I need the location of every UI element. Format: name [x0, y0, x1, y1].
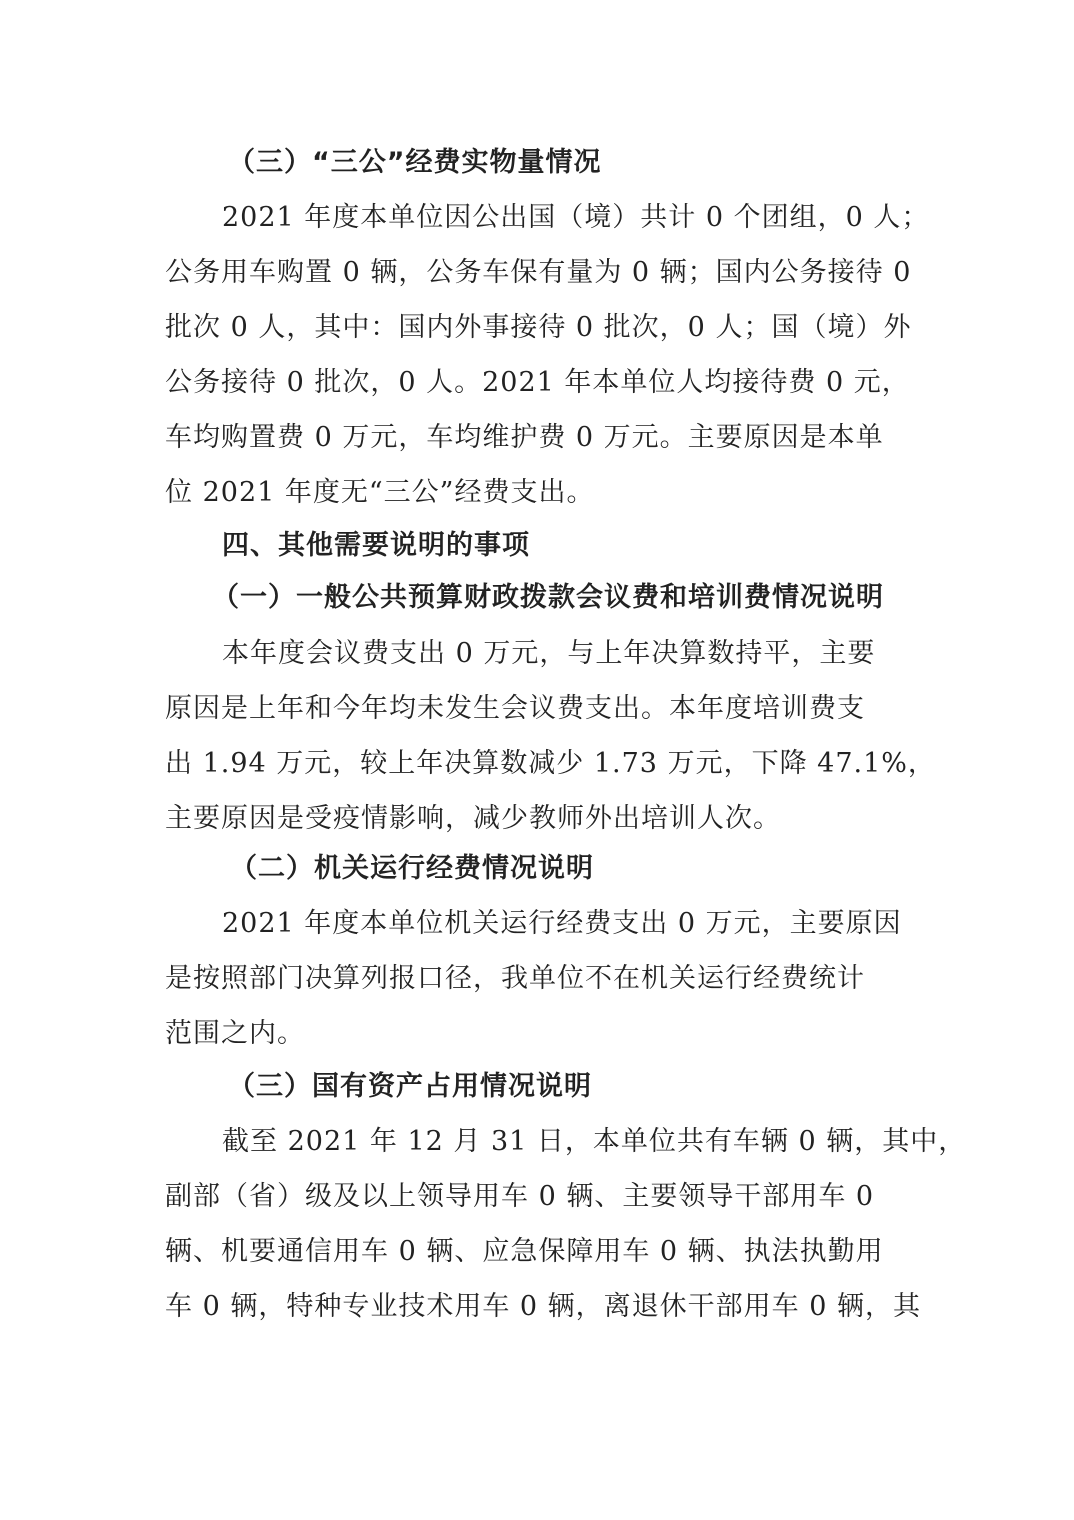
- subsection-2-heading: （二）机关运行经费情况说明: [230, 853, 594, 884]
- paragraph-line: 本年度会议费支出 0 万元，与上年决算数持平，主要: [222, 638, 876, 669]
- paragraph-line: 辆、机要通信用车 0 辆、应急保障用车 0 辆、执法执勤用: [165, 1236, 884, 1267]
- paragraph-line: 截至 2021 年 12 月 31 日，本单位共有车辆 0 辆，其中，: [222, 1126, 967, 1157]
- paragraph-line: 出 1.94 万元，较上年决算数减少 1.73 万元，下降 47.1%，: [165, 748, 936, 779]
- paragraph-line: 是按照部门决算列报口径，我单位不在机关运行经费统计: [165, 963, 865, 994]
- paragraph-line: 2021 年度本单位机关运行经费支出 0 万元，主要原因: [222, 908, 902, 939]
- paragraph-line: 范围之内。: [165, 1018, 305, 1049]
- paragraph-line: 2021 年度本单位因公出国（境）共计 0 个团组，0 人；: [222, 202, 930, 233]
- paragraph-line: 主要原因是受疫情影响，减少教师外出培训人次。: [165, 803, 781, 834]
- part-4-heading: 四、其他需要说明的事项: [222, 530, 530, 561]
- paragraph-line: 原因是上年和今年均未发生会议费支出。本年度培训费支: [165, 693, 865, 724]
- paragraph-line: 公务接待 0 批次，0 人。2021 年本单位人均接待费 0 元，: [165, 367, 910, 398]
- paragraph-line: 副部（省）级及以上领导用车 0 辆、主要领导干部用车 0: [165, 1181, 875, 1212]
- paragraph-line: 位 2021 年度无“三公”经费支出。: [165, 477, 595, 508]
- subsection-1-heading: （一）一般公共预算财政拨款会议费和培训费情况说明: [212, 582, 884, 613]
- paragraph-line: 批次 0 人，其中：国内外事接待 0 批次，0 人；国（境）外: [165, 312, 912, 343]
- paragraph-line: 车 0 辆，特种专业技术用车 0 辆，离退休干部用车 0 辆，其: [165, 1291, 922, 1322]
- paragraph-line: 车均购置费 0 万元，车均维护费 0 万元。主要原因是本单: [165, 422, 884, 453]
- subsection-3-heading: （三）国有资产占用情况说明: [228, 1071, 592, 1102]
- section-3-heading: （三）“三公”经费实物量情况: [228, 147, 602, 178]
- paragraph-line: 公务用车购置 0 辆，公务车保有量为 0 辆；国内公务接待 0: [165, 257, 912, 288]
